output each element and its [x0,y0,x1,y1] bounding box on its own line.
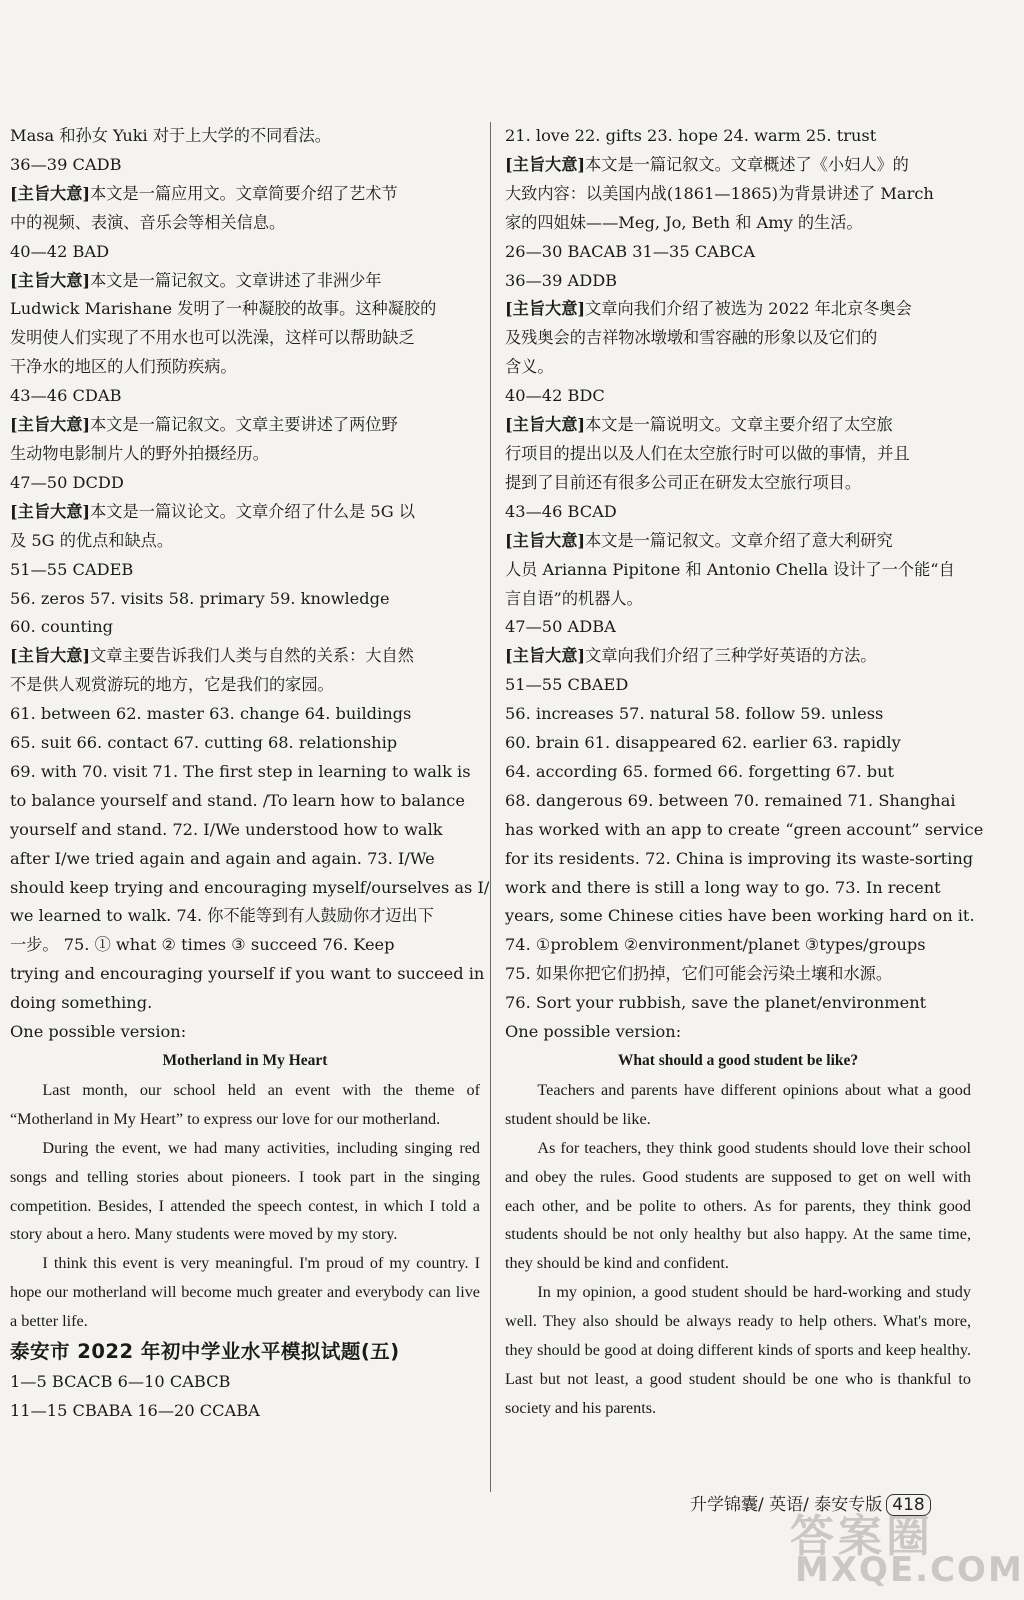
left-line: yourself and stand. 72. I/We understood how to walk [10,819,443,839]
left-line: to balance yourself and stand. /To learn how to balance [10,790,465,810]
summary-label: [主旨大意] [10,270,91,290]
right-line: 及残奥会的吉祥物冰墩墩和雪容融的形象以及它们的 [505,328,878,348]
right-line: 大致内容：以美国内战(1861—1865)为背景讲述了 March [505,183,934,203]
right-line: 含义。 [505,357,554,377]
left-essay-title: Motherland in My Heart [162,1052,328,1069]
left-summary-line [10,642,480,671]
left-essay-paragraph: During the event, we had many activities, including singing red songs and telling stories about pioneers. I took part in the singing competition. Besides, I attended the speech contest, in which I told a story about a hero. Many students were moved by my story. [10,1138,480,1244]
right-summary-line [505,151,971,180]
right-line: has worked with an app to create “green account” service [505,819,984,839]
left-answers-after [10,1368,480,1426]
summary-text: 本文是一篇记叙文。文章讲述了非洲少年 [90,270,382,290]
left-line: 40—42 BAD [10,241,110,261]
left-line: 及 5G 的优点和缺点。 [10,530,174,550]
right-line: years, some Chinese cities have been working hard on it. [505,906,975,926]
exam-title: 泰安市 2022 年初中学业水平模拟试题(五) [10,1340,400,1364]
left-essay-paragraph: Last month, our school held an event with the theme of “Motherland in My Heart” to express our love for our motherland. [10,1080,480,1128]
right-summary-line [505,411,971,440]
right-essay-title: What should a good student be like? [617,1052,859,1069]
left-line: 发明使人们实现了不用水也可以洗澡，这样可以帮助缺乏 [10,328,415,348]
left-line: 60. counting [10,617,114,637]
left-line: 43—46 CDAB [10,386,122,406]
right-answer-lines [505,122,984,1047]
summary-text: 文章向我们介绍了被选为 2022 年北京冬奥会 [585,299,912,319]
left-line: 不是供人观赏游玩的地方，它是我们的家园。 [10,675,334,695]
left-essay [10,1076,480,1336]
summary-text: 本文是一篇记叙文。文章主要讲述了两位野 [90,415,398,435]
left-line: 69. with 70. visit 71. The first step in learning to walk is [10,761,471,781]
watermark-url: MXQE.COM [795,1550,1024,1590]
right-line: 家的四姐妹——Meg, Jo, Beth 和 Amy 的生活。 [505,212,863,232]
left-line: Ludwick Marishane 发明了一种凝胶的故事。这种凝胶的 [10,299,437,319]
left-after-line: 11—15 CBABA 16—20 CCABA [10,1400,260,1420]
right-summary-line [505,642,971,671]
column-divider [490,122,491,1492]
summary-text: 本文是一篇记叙文。文章介绍了意大利研究 [585,530,893,550]
left-summary-line [10,267,480,296]
page-number: 418 [886,1494,930,1516]
left-column [10,122,490,1426]
left-line: after I/we tried again and again and again. 73. I/We [10,848,435,868]
left-line: 65. suit 66. contact 67. cutting 68. relationship [10,733,398,753]
left-line: One possible version: [10,1022,187,1042]
right-line: for its residents. 72. China is improving its waste-sorting [505,848,974,868]
right-line: 51—55 CBAED [505,675,629,695]
left-line: doing something. [10,993,153,1013]
summary-text: 文章主要告诉我们人类与自然的关系：大自然 [90,646,414,666]
right-line: 47—50 ADBA [505,617,616,637]
right-line: 68. dangerous 69. between 70. remained 71. Shanghai [505,790,956,810]
left-summary-line [10,411,480,440]
summary-label: [主旨大意] [10,646,91,666]
left-line: trying and encouraging yourself if you want to succeed in [10,964,485,984]
right-essay-paragraph: In my opinion, a good student should be hard-working and study well. They also should be always ready to help others. What's more, they should be good at doing different kinds of sports and keep healthy. Last but not least, a good student should be one who is thankful to society and his parents. [505,1283,971,1417]
left-summary-line [10,180,480,209]
footer-book-title: 升学锦囊/ 英语/ 泰安专版 [690,1495,883,1515]
right-line: 75. 如果你把它们扔掉，它们可能会污染土壤和水源。 [505,964,893,984]
right-summary-line [505,527,971,556]
right-line: 36—39 ADDB [505,270,618,290]
left-line: 干净水的地区的人们预防疾病。 [10,357,237,377]
right-line: One possible version: [505,1022,682,1042]
left-line: 47—50 DCDD [10,472,124,492]
right-line: 56. increases 57. natural 58. follow 59. unless [505,704,884,724]
right-line: 人员 Arianna Pipitone 和 Antonio Chella 设计了一个能“自 [505,559,955,579]
summary-label: [主旨大意] [505,299,586,319]
left-line: 56. zeros 57. visits 58. primary 59. knowledge [10,588,390,608]
left-line: we learned to walk. 74. 你不能等到有人鼓励你才迈出下 [10,906,434,926]
summary-label: [主旨大意] [505,646,586,666]
right-essay [505,1076,971,1423]
right-line: 74. ①problem ②environment/planet ③types/groups [505,935,926,955]
right-column [505,122,984,1423]
summary-label: [主旨大意] [10,501,91,521]
right-line: 64. according 65. formed 66. forgetting 67. but [505,761,895,781]
right-line: 40—42 BDC [505,386,605,406]
right-essay-paragraph: As for teachers, they think good students should love their school and obey the rules. Good students are supposed to get on well with each other, and be polite to others. As for parents, they think good students should be not only healthy but also happy. At the same time, they should be kind and confident. [505,1138,971,1273]
right-line: 提到了目前还有很多公司正在研发太空旅行项目。 [505,472,862,492]
summary-label: [主旨大意] [505,530,586,550]
left-essay-paragraph: I think this event is very meaningful. I'm proud of my country. I hope our motherland will become much greater and everybody can live a better life. [10,1254,480,1331]
right-line: 76. Sort your rubbish, save the planet/environment [505,993,927,1013]
left-after-line: 1—5 BCACB 6—10 CABCB [10,1372,231,1392]
left-line: 36—39 CADB [10,154,122,174]
right-summary-line [505,295,971,324]
watermark-logo: 答案圈 [790,1511,934,1562]
summary-text: 本文是一篇议论文。文章介绍了什么是 5G 以 [90,501,415,521]
left-line: Masa 和孙女 Yuki 对于上大学的不同看法。 [10,126,331,145]
left-line: 生动物电影制片人的野外拍摄经历。 [10,443,269,463]
right-line: 行项目的提出以及人们在太空旅行时可以做的事情，并且 [505,443,910,463]
right-line: 言自语”的机器人。 [505,588,643,608]
right-line: 26—30 BACAB 31—35 CABCA [505,241,756,261]
right-line: 43—46 BCAD [505,501,617,521]
summary-label: [主旨大意] [10,415,91,435]
left-answer-lines [10,122,490,1047]
right-essay-paragraph: Teachers and parents have different opinions about what a good student should be like. [505,1080,971,1128]
summary-label: [主旨大意] [505,154,586,174]
left-summary-line [10,498,480,527]
left-line: 61. between 62. master 63. change 64. buildings [10,704,412,724]
right-line: 60. brain 61. disappeared 62. earlier 63. rapidly [505,733,901,753]
right-line: 21. love 22. gifts 23. hope 24. warm 25. trust [505,126,877,145]
summary-text: 本文是一篇说明文。文章主要介绍了太空旅 [585,415,893,435]
left-line: 中的视频、表演、音乐会等相关信息。 [10,212,286,232]
summary-label: [主旨大意] [10,183,91,203]
left-line: 51—55 CADEB [10,559,134,579]
summary-text: 本文是一篇记叙文。文章概述了《小妇人》的 [585,154,909,174]
summary-label: [主旨大意] [505,415,586,435]
summary-text: 本文是一篇应用文。文章简要介绍了艺术节 [90,183,398,203]
left-line: should keep trying and encouraging myself/ourselves as I/ [10,877,490,897]
summary-text: 文章向我们介绍了三种学好英语的方法。 [585,646,877,666]
right-line: work and there is still a long way to go. 73. In recent [505,877,941,897]
left-line: 一步。 75. ① what ② times ③ succeed 76. Keep [10,935,395,955]
